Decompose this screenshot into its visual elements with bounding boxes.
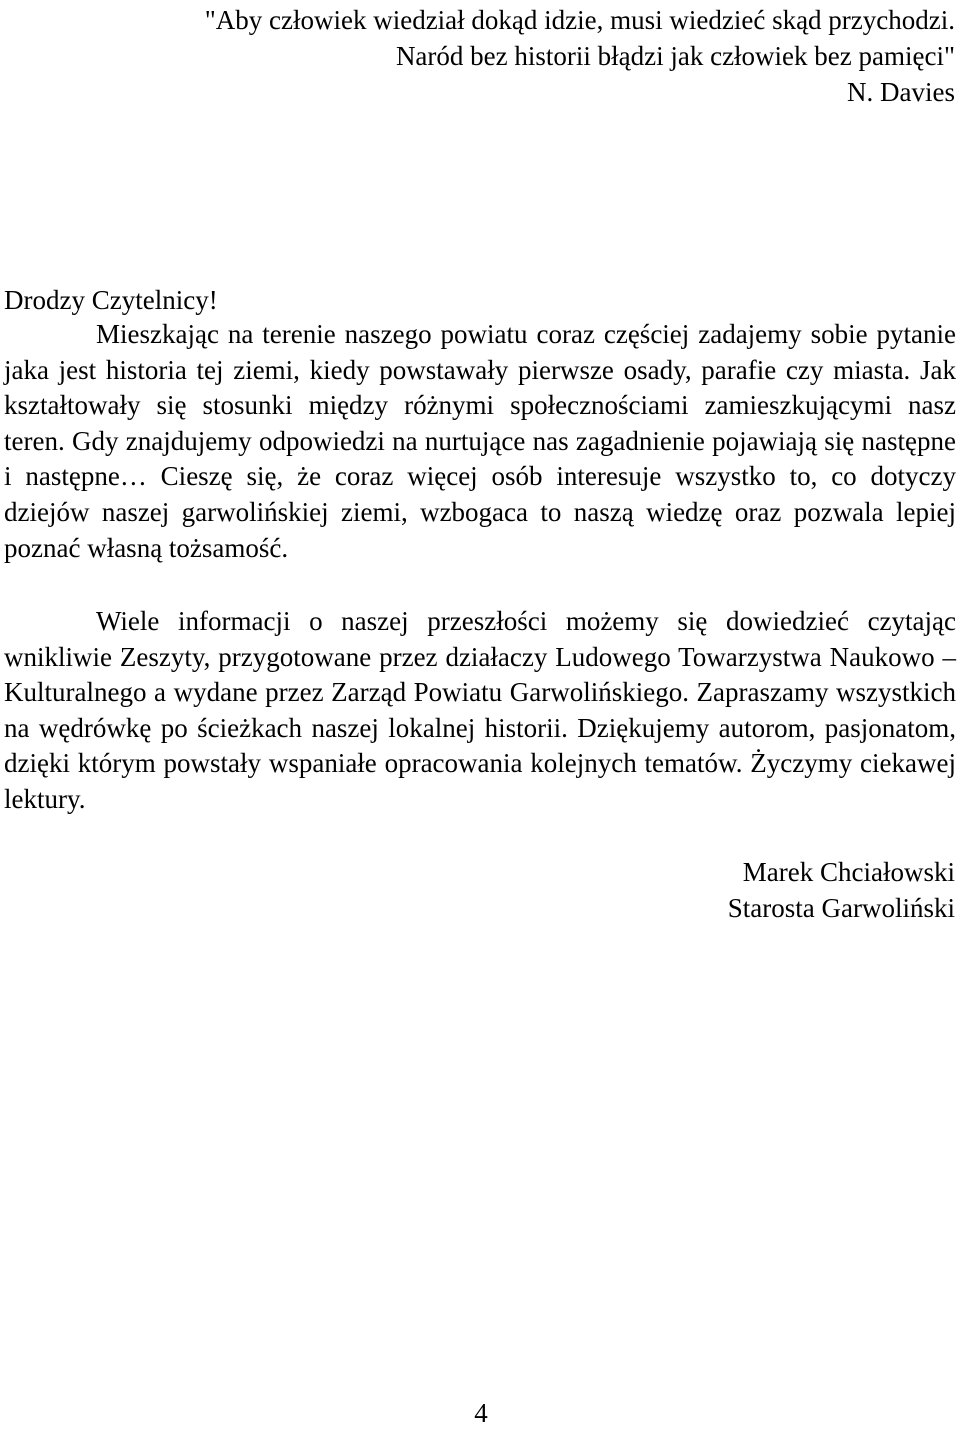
motto-quote xyxy=(205,2,955,110)
paragraph-2: Wiele informacji o naszej przeszłości możemy się dowiedzieć czytając wnikliwie Zeszyty, przygotowane przez działaczy Ludowego Towarzystwa Naukowo – Kulturalnego a wydane przez Zarząd Powiatu Garwolińskiego. Zapraszamy wszystkich na wędrówkę po ścieżkach naszej lokalnej historii. Dziękujemy autorom, pasjonatom, dzięki którym powstały wspaniałe opracowania kolejnych tematów. Życzymy ciekawej lektury. xyxy=(4,606,956,814)
signature-name: Marek Chciałowski xyxy=(742,857,955,887)
signature-title: Starosta Garwoliński xyxy=(727,893,955,923)
motto-line-2: Naród bez historii błądzi jak człowiek bez pamięci" xyxy=(395,41,955,71)
greeting: Drodzy Czytelnicy! xyxy=(4,285,218,315)
motto-line-1: "Aby człowiek wiedział dokąd idzie, musi wiedzieć skąd przychodzi. xyxy=(204,5,955,35)
paragraph-1: Mieszkając na terenie naszego powiatu coraz częściej zadajemy sobie pytanie jaka jest historia tej ziemi, kiedy powstawały pierwsze osady, parafie czy miasta. Jak kształtowały się stosunki między różnymi społecznościami zamieszkującymi nasz teren. Gdy znajdujemy odpowiedzi na nurtujące nas zagadnienie pojawiają się następne i następne… Cieszę się, że coraz więcej osób interesuje wszystko to, co dotyczy dziejów naszej garwolińskiej ziemi, wzbogaca to naszą wiedzę oraz pozwala lepiej poznać własną tożsamość. xyxy=(4,319,956,563)
motto-author: N. Davies xyxy=(847,77,955,107)
signature xyxy=(728,854,955,926)
page-number: 4 xyxy=(474,1398,488,1428)
